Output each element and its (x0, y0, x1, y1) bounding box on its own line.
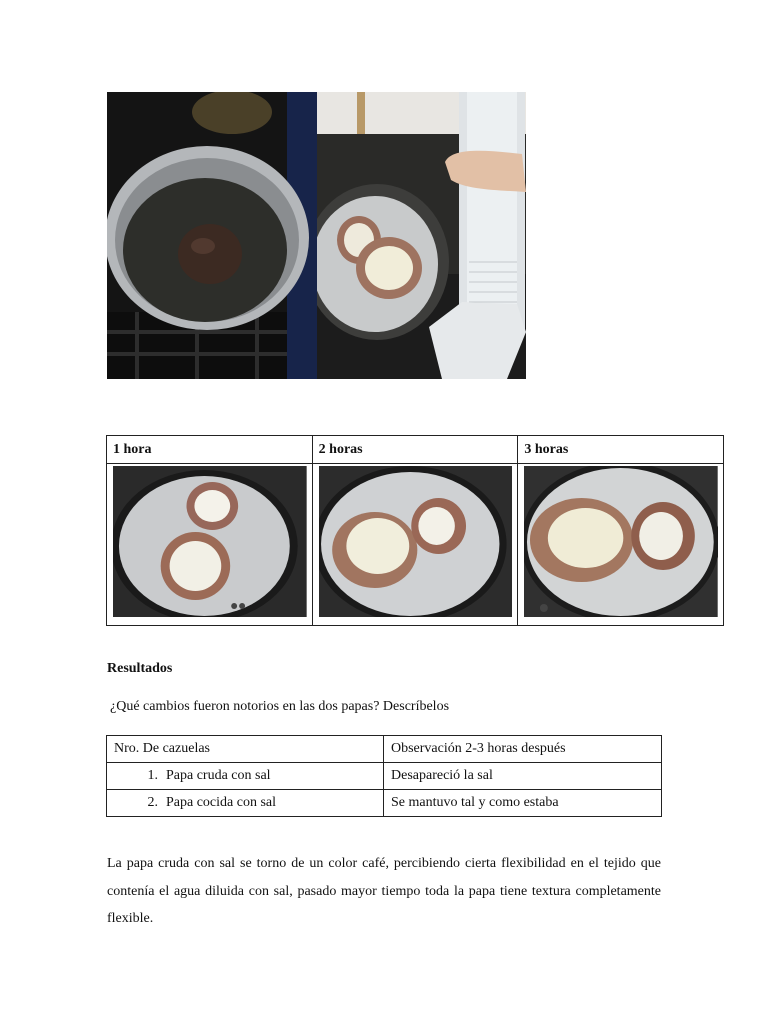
timeline-photo-row (107, 464, 724, 626)
pan-with-potatoes-and-measuring-cylinder-photo (317, 92, 526, 379)
results-table (106, 735, 662, 817)
timeline-cell-2 (312, 464, 518, 626)
potatoes-after-2-hours-photo (319, 466, 513, 617)
header-1-hora: 1 hora (107, 436, 313, 464)
row-item: Papa cocida con sal (166, 795, 277, 810)
results-question: ¿Qué cambios fueron notorios en las dos papas? Descríbelos (110, 699, 450, 714)
pot-with-potato-photo (107, 92, 317, 379)
timeline-cell-1 (107, 464, 313, 626)
header-2-horas: 2 horas (312, 436, 518, 464)
row-2-observation: Se mantuvo tal y como estaba (384, 790, 662, 817)
table-row (107, 763, 662, 790)
row-item: Papa cruda con sal (166, 768, 271, 783)
header-3-horas: 3 horas (518, 436, 724, 464)
results-heading: Resultados (107, 661, 173, 676)
table-row (107, 790, 662, 817)
potatoes-after-1-hour-photo (113, 466, 307, 617)
timeline-cell-3 (518, 464, 724, 626)
conclusion-paragraph: La papa cruda con sal se torno de un color café, percibiendo cierta flexibilidad en el tejido que contenía el agua diluida con sal, pasado mayor tiempo toda la papa tiene textura completamente flexible. (107, 856, 661, 926)
row-number: 1. (147, 768, 158, 783)
row-2-item-cell (107, 790, 384, 817)
timeline-table (106, 435, 724, 626)
timeline-header-row (107, 436, 724, 464)
results-header-row (107, 736, 662, 763)
header-observacion: Observación 2-3 horas después (384, 736, 662, 763)
row-number: 2. (147, 795, 158, 810)
row-1-item-cell (107, 763, 384, 790)
header-nro-cazuelas: Nro. De cazuelas (107, 736, 384, 763)
potatoes-after-3-hours-photo (524, 466, 718, 617)
row-1-observation: Desapareció la sal (384, 763, 662, 790)
